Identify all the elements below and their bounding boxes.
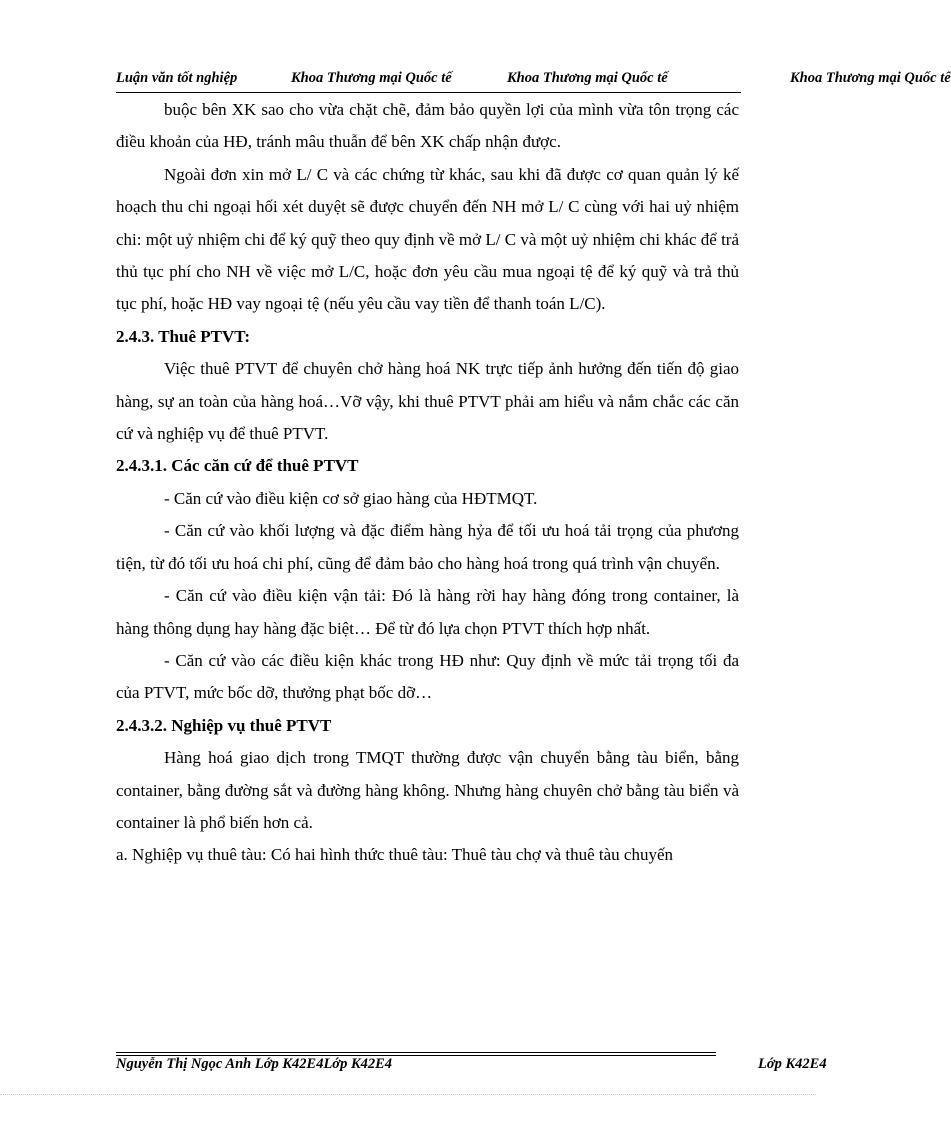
header-rule xyxy=(116,92,741,93)
list-item: - Căn cứ vào khối lượng và đặc điểm hàng hỷa để tối ưu hoá tải trọng của phương tiện, từ đó tối ưu hoá chi phí, cũng để đảm bảo cho hàng hoá trong quá trình vận chuyển. xyxy=(116,521,739,573)
header-faculty-1: Khoa Thương mại Quốc tế xyxy=(291,70,452,86)
paragraph: a. Nghiệp vụ thuê tàu: Có hai hình thức thuê tàu: Thuê tàu chợ và thuê tàu chuyến xyxy=(116,845,674,865)
paragraph: buộc bên XK sao cho vừa chặt chẽ, đảm bảo quyền lợi của mình vừa tôn trọng các điều khoản của HĐ, tránh mâu thuẫn để bên XK chấp nhận được. xyxy=(116,100,739,152)
page-header xyxy=(116,70,951,92)
footer-rule-top xyxy=(116,1052,716,1053)
list-item: - Căn cứ vào điều kiện vận tải: Đó là hàng rời hay hàng đóng trong container, là hàng thông dụng hay hàng đặc biệt… Để từ đó lựa chọn PTVT thích hợp nhất. xyxy=(116,586,739,638)
subsection-heading: 2.4.3.2. Nghiệp vụ thuê PTVT xyxy=(116,715,332,735)
footer-class: Lớp K42E4 xyxy=(758,1056,827,1072)
footer-author: Nguyễn Thị Ngọc Anh Lớp K42E4Lớp K42E4 xyxy=(116,1056,393,1072)
page-edge-divider xyxy=(0,1094,816,1095)
header-thesis-title: Luận văn tốt nghiệp xyxy=(116,70,238,86)
paragraph: Ngoài đơn xin mở L/ C và các chứng từ khác, sau khi đã được cơ quan quản lý kế hoạch thu chi ngoại hối xét duyệt sẽ được chuyển đến NH mở L/ C cùng với hai uỷ nhiệm chi: một uỷ nhiệm chi để ký quỹ theo quy định về mở L/ C và một uỷ nhiệm chi khác để trả thủ tục phí cho NH về việc mở L/C, hoặc đơn yêu cầu mua ngoại tệ để ký quỹ và trả thủ tục phí, hoặc HĐ vay ngoại tệ (nếu yêu cầu vay tiền để thanh toán L/C). xyxy=(116,164,739,314)
page-body xyxy=(116,94,739,872)
page-footer xyxy=(116,1056,827,1078)
header-faculty-2: Khoa Thương mại Quốc tế xyxy=(507,70,668,86)
paragraph: Việc thuê PTVT để chuyên chở hàng hoá NK trực tiếp ảnh hưởng đến tiến độ giao hàng, sự an toàn của hàng hoá…Vỡ vậy, khi thuê PTVT phải am hiểu và nắm chắc các căn cứ và nghiệp vụ để thuê PTVT. xyxy=(116,359,739,444)
list-item: - Căn cứ vào điều kiện cơ sở giao hàng của HĐTMQT. xyxy=(164,488,538,508)
header-faculty-3: Khoa Thương mại Quốc tế xyxy=(790,70,951,86)
list-item: - Căn cứ vào các điều kiện khác trong HĐ như: Quy định về mức tải trọng tối đa của PTVT, mức bốc dỡ, thưởng phạt bốc dỡ… xyxy=(116,650,739,703)
subsection-heading: 2.4.3.1. Các căn cứ để thuê PTVT xyxy=(116,456,359,476)
paragraph: Hàng hoá giao dịch trong TMQT thường được vận chuyển bằng tàu biển, bằng container, bằng đường sắt và đường hàng không. Nhưng hàng chuyên chở bằng tàu biển và container là phổ biến hơn cả. xyxy=(116,748,739,832)
section-heading: 2.4.3. Thuê PTVT: xyxy=(116,326,250,346)
